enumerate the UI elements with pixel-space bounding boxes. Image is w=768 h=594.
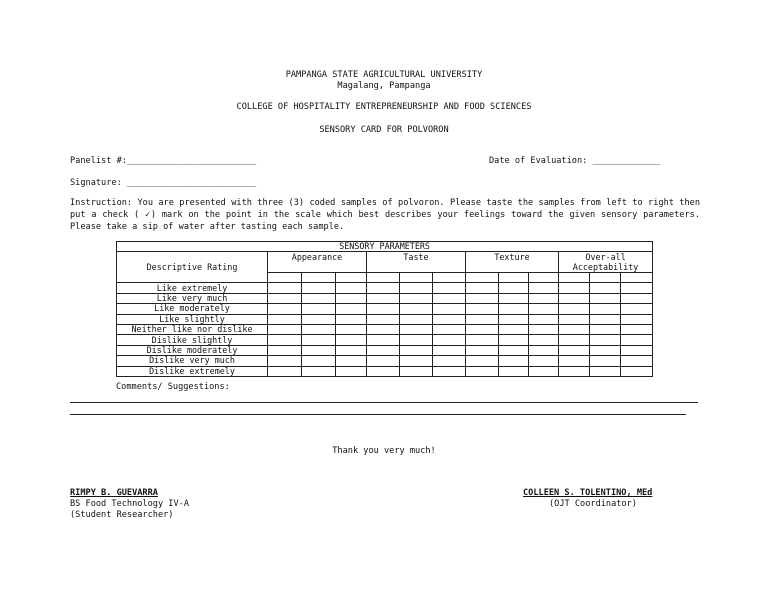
sample-column-cell xyxy=(400,273,433,283)
check-cell[interactable] xyxy=(499,314,529,324)
check-cell[interactable] xyxy=(499,356,529,366)
check-cell[interactable] xyxy=(302,324,336,334)
check-cell[interactable] xyxy=(336,304,367,314)
check-cell[interactable] xyxy=(529,335,559,345)
sample-column-cell xyxy=(268,273,302,283)
param-header-appearance: Appearance xyxy=(268,252,367,273)
comments-label: Comments/ Suggestions: xyxy=(116,382,230,392)
check-cell[interactable] xyxy=(367,314,400,324)
sample-column-cell xyxy=(499,273,529,283)
check-cell[interactable] xyxy=(621,314,653,324)
check-cell[interactable] xyxy=(621,345,653,355)
sample-column-cell xyxy=(433,273,466,283)
check-cell[interactable] xyxy=(336,335,367,345)
check-cell[interactable] xyxy=(268,283,302,293)
rating-row xyxy=(117,356,653,366)
check-cell[interactable] xyxy=(367,335,400,345)
rating-label: Like slightly xyxy=(117,314,268,324)
check-cell[interactable] xyxy=(433,335,466,345)
check-cell[interactable] xyxy=(336,345,367,355)
check-cell[interactable] xyxy=(466,356,499,366)
check-cell[interactable] xyxy=(400,283,433,293)
check-cell[interactable] xyxy=(466,324,499,334)
check-cell[interactable] xyxy=(621,324,653,334)
check-cell[interactable] xyxy=(559,283,590,293)
sample-column-cell xyxy=(559,273,590,283)
university-location: Magalang, Pampanga xyxy=(337,81,431,91)
check-cell[interactable] xyxy=(466,335,499,345)
check-cell[interactable] xyxy=(621,283,653,293)
check-cell[interactable] xyxy=(529,314,559,324)
coordinator-name: COLLEEN S. TOLENTINO, MEd xyxy=(523,488,653,498)
check-cell[interactable] xyxy=(559,304,590,314)
sample-column-cell xyxy=(367,273,400,283)
check-cell[interactable] xyxy=(268,293,302,303)
check-cell[interactable] xyxy=(499,283,529,293)
rating-row xyxy=(117,335,653,345)
comments-line-1[interactable] xyxy=(70,402,698,403)
check-cell[interactable] xyxy=(499,304,529,314)
check-cell[interactable] xyxy=(499,293,529,303)
check-cell[interactable] xyxy=(433,366,466,376)
check-cell[interactable] xyxy=(559,366,590,376)
check-cell[interactable] xyxy=(621,304,653,314)
rating-label: Dislike very much xyxy=(117,356,268,366)
check-cell[interactable] xyxy=(302,335,336,345)
rating-row xyxy=(117,345,653,355)
check-cell[interactable] xyxy=(367,304,400,314)
check-cell[interactable] xyxy=(621,356,653,366)
check-cell[interactable] xyxy=(529,324,559,334)
check-cell[interactable] xyxy=(268,356,302,366)
check-cell[interactable] xyxy=(499,324,529,334)
check-cell[interactable] xyxy=(621,293,653,303)
instruction-text: Instruction: You are presented with three (3) coded samples of polvoron. Please taste the samples from left to right then put a check ( ✓) mark on the point in the scale which best describes your feelings toward the given sensory parameters. Please take a sip of water after tasting each sample. xyxy=(70,198,700,232)
check-cell[interactable] xyxy=(400,345,433,355)
coordinator-role: (OJT Coordinator) xyxy=(549,499,637,509)
check-cell[interactable] xyxy=(590,293,621,303)
rating-header: Descriptive Rating xyxy=(117,252,268,283)
rating-label: Dislike extremely xyxy=(117,366,268,376)
check-cell[interactable] xyxy=(621,335,653,345)
check-cell[interactable] xyxy=(559,345,590,355)
sample-column-cell xyxy=(302,273,336,283)
check-cell[interactable] xyxy=(367,283,400,293)
check-cell[interactable] xyxy=(302,283,336,293)
college-name: COLLEGE OF HOSPITALITY ENTREPRENEURSHIP AND FOOD SCIENCES xyxy=(236,102,532,112)
check-cell[interactable] xyxy=(466,345,499,355)
sample-column-cell xyxy=(621,273,653,283)
check-cell[interactable] xyxy=(529,356,559,366)
check-cell[interactable] xyxy=(400,324,433,334)
comments-line-2[interactable] xyxy=(70,414,686,415)
check-cell[interactable] xyxy=(621,366,653,376)
check-cell[interactable] xyxy=(268,345,302,355)
check-cell[interactable] xyxy=(367,324,400,334)
check-cell[interactable] xyxy=(499,366,529,376)
check-cell[interactable] xyxy=(336,293,367,303)
check-cell[interactable] xyxy=(400,304,433,314)
check-cell[interactable] xyxy=(590,356,621,366)
check-cell[interactable] xyxy=(302,356,336,366)
check-cell[interactable] xyxy=(367,366,400,376)
researcher-course: BS Food Technology IV-A xyxy=(70,499,189,509)
check-cell[interactable] xyxy=(433,314,466,324)
check-cell[interactable] xyxy=(433,283,466,293)
check-cell[interactable] xyxy=(529,345,559,355)
check-cell[interactable] xyxy=(367,356,400,366)
panelist-field[interactable]: Panelist #:_________________________ xyxy=(70,156,257,166)
rating-label: Neither like nor dislike xyxy=(117,324,268,334)
university-name: PAMPANGA STATE AGRICULTURAL UNIVERSITY xyxy=(285,70,483,80)
check-cell[interactable] xyxy=(559,314,590,324)
sample-column-cell xyxy=(590,273,621,283)
check-cell[interactable] xyxy=(302,293,336,303)
check-cell[interactable] xyxy=(433,304,466,314)
check-cell[interactable] xyxy=(400,335,433,345)
check-cell[interactable] xyxy=(268,304,302,314)
rating-label: Like moderately xyxy=(117,304,268,314)
rating-label: Like very much xyxy=(117,293,268,303)
sample-column-cell xyxy=(466,273,499,283)
card-title: SENSORY CARD FOR POLVORON xyxy=(319,125,449,135)
check-cell[interactable] xyxy=(302,314,336,324)
check-cell[interactable] xyxy=(400,356,433,366)
sample-column-cell xyxy=(529,273,559,283)
check-cell[interactable] xyxy=(400,366,433,376)
check-cell[interactable] xyxy=(400,293,433,303)
check-cell[interactable] xyxy=(466,366,499,376)
check-cell[interactable] xyxy=(336,314,367,324)
check-cell[interactable] xyxy=(433,293,466,303)
sample-column-cell xyxy=(336,273,367,283)
sensory-table xyxy=(116,241,653,377)
check-cell[interactable] xyxy=(302,366,336,376)
check-cell[interactable] xyxy=(499,335,529,345)
check-cell[interactable] xyxy=(559,335,590,345)
rating-label: Dislike moderately xyxy=(117,345,268,355)
check-cell[interactable] xyxy=(499,345,529,355)
table-title: SENSORY PARAMETERS xyxy=(117,242,653,252)
check-cell[interactable] xyxy=(268,366,302,376)
check-cell[interactable] xyxy=(590,324,621,334)
check-cell[interactable] xyxy=(466,314,499,324)
check-cell[interactable] xyxy=(433,345,466,355)
check-cell[interactable] xyxy=(529,293,559,303)
rating-row xyxy=(117,366,653,376)
check-cell[interactable] xyxy=(367,345,400,355)
check-cell[interactable] xyxy=(529,366,559,376)
check-cell[interactable] xyxy=(302,304,336,314)
check-cell[interactable] xyxy=(529,304,559,314)
signature-field[interactable]: Signature: _________________________ xyxy=(70,178,257,188)
param-header-taste: Taste xyxy=(367,252,466,273)
check-cell[interactable] xyxy=(302,345,336,355)
check-cell[interactable] xyxy=(268,324,302,334)
param-header-acceptability: Over-all Acceptability xyxy=(559,252,653,273)
check-cell[interactable] xyxy=(590,314,621,324)
check-cell[interactable] xyxy=(336,366,367,376)
check-cell[interactable] xyxy=(590,366,621,376)
check-cell[interactable] xyxy=(466,304,499,314)
check-cell[interactable] xyxy=(336,324,367,334)
check-cell[interactable] xyxy=(590,345,621,355)
param-header-texture: Texture xyxy=(466,252,559,273)
rating-row xyxy=(117,293,653,303)
thank-you-text: Thank you very much! xyxy=(332,446,436,456)
check-cell[interactable] xyxy=(590,335,621,345)
rating-row xyxy=(117,314,653,324)
check-cell[interactable] xyxy=(336,283,367,293)
rating-label: Dislike slightly xyxy=(117,335,268,345)
check-cell[interactable] xyxy=(529,283,559,293)
check-cell[interactable] xyxy=(559,356,590,366)
date-field[interactable]: Date of Evaluation: _____________ xyxy=(489,156,660,166)
check-cell[interactable] xyxy=(559,293,590,303)
check-cell[interactable] xyxy=(590,304,621,314)
check-cell[interactable] xyxy=(400,314,433,324)
check-cell[interactable] xyxy=(433,356,466,366)
check-cell[interactable] xyxy=(466,283,499,293)
check-cell[interactable] xyxy=(268,314,302,324)
rating-row xyxy=(117,283,653,293)
check-cell[interactable] xyxy=(268,335,302,345)
researcher-name: RIMPY B. GUEVARRA xyxy=(70,488,158,498)
check-cell[interactable] xyxy=(367,293,400,303)
rating-row xyxy=(117,304,653,314)
check-cell[interactable] xyxy=(433,324,466,334)
check-cell[interactable] xyxy=(590,283,621,293)
rating-label: Like extremely xyxy=(117,283,268,293)
rating-row xyxy=(117,324,653,334)
researcher-role: (Student Researcher) xyxy=(70,510,174,520)
check-cell[interactable] xyxy=(336,356,367,366)
check-cell[interactable] xyxy=(559,324,590,334)
check-cell[interactable] xyxy=(466,293,499,303)
